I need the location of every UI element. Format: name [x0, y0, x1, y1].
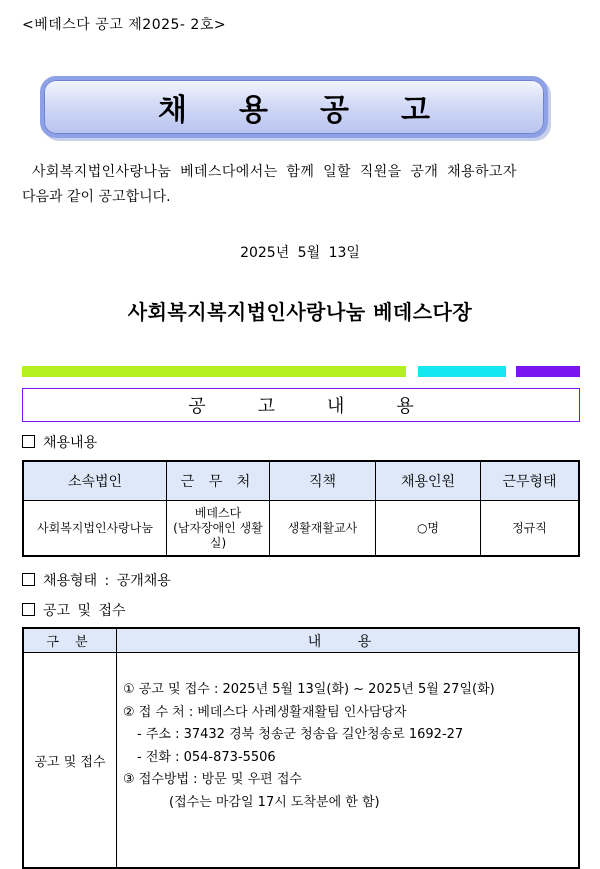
col-header-content: 내 용 [117, 628, 580, 653]
cell-position: 생활재활교사 [270, 501, 376, 557]
col-header-type: 근무형태 [481, 461, 580, 501]
table-row [23, 501, 579, 557]
intro-paragraph [22, 160, 574, 210]
page-title: 채용공고 [158, 93, 482, 128]
cell-type: 정규직 [481, 501, 580, 557]
checkbox-square-icon [22, 603, 35, 616]
col-header-category: 구 분 [23, 628, 117, 653]
workplace-line-1: 베데스다 [194, 505, 242, 520]
apply-line-phone: - 전화 : 054-873-5506 [137, 749, 276, 765]
cell-corp: 사회복지법인사랑나눔 [23, 501, 167, 557]
apply-line-deadline-note: (접수는 마감일 17시 도착분에 한 함) [169, 794, 380, 810]
title-banner [40, 76, 548, 138]
cell-count: ○명 [376, 501, 481, 557]
notice-content-header [22, 388, 580, 422]
section-heading-apply [22, 600, 126, 620]
intro-line-2: 다음과 같이 공고합니다. [22, 189, 171, 205]
col-header-corp: 소속법인 [23, 461, 167, 501]
cell-content [117, 653, 580, 869]
announcement-date: 2025년 5월 13일 [240, 245, 360, 261]
section-heading-type [22, 570, 171, 590]
organization-name: 사회복지복지법인사랑나눔 베데스다장 [127, 300, 473, 324]
intro-line-1: 사회복지법인사랑나눔 베데스다에서는 함께 일할 직원을 공개 채용하고자 [32, 164, 517, 180]
section-heading-recruit [22, 432, 97, 452]
workplace-line-2: (남자장애인 생활실) [173, 520, 263, 550]
checkbox-square-icon [22, 435, 35, 448]
divider-bar-cyan [418, 366, 506, 377]
section-label: 채용형태 : 공개채용 [43, 573, 171, 589]
col-header-count: 채용인원 [376, 461, 481, 501]
document-number: <베데스다 공고 제2025- 2호> [22, 17, 227, 33]
apply-line-period: ① 공고 및 접수 : 2025년 5월 13일(화) ~ 2025년 5월 27일(화) [123, 682, 495, 697]
checkbox-square-icon [22, 573, 35, 586]
table-header-row [23, 461, 579, 501]
recruit-table [22, 460, 580, 557]
notice-content-title: 공고내용 [188, 396, 466, 417]
apply-line-address: - 주소 : 37432 경북 청송군 청송읍 길안청송로 1692-27 [137, 727, 464, 742]
divider-bar-green [22, 366, 406, 377]
cell-workplace [167, 501, 270, 557]
apply-line-method: ③ 접수방법 : 방문 및 우편 접수 [123, 772, 302, 787]
section-label: 공고 및 접수 [43, 603, 126, 619]
apply-line-office: ② 접 수 처 : 베데스다 사례생활재활팀 인사담당자 [123, 704, 407, 720]
cell-category: 공고 및 접수 [23, 653, 117, 869]
table-header-row [23, 628, 579, 653]
col-header-position: 직책 [270, 461, 376, 501]
section-label: 채용내용 [43, 435, 98, 451]
col-header-workplace: 근 무 처 [167, 461, 270, 501]
divider-bar-purple [516, 366, 580, 377]
apply-table [22, 627, 580, 869]
table-row [23, 653, 579, 869]
